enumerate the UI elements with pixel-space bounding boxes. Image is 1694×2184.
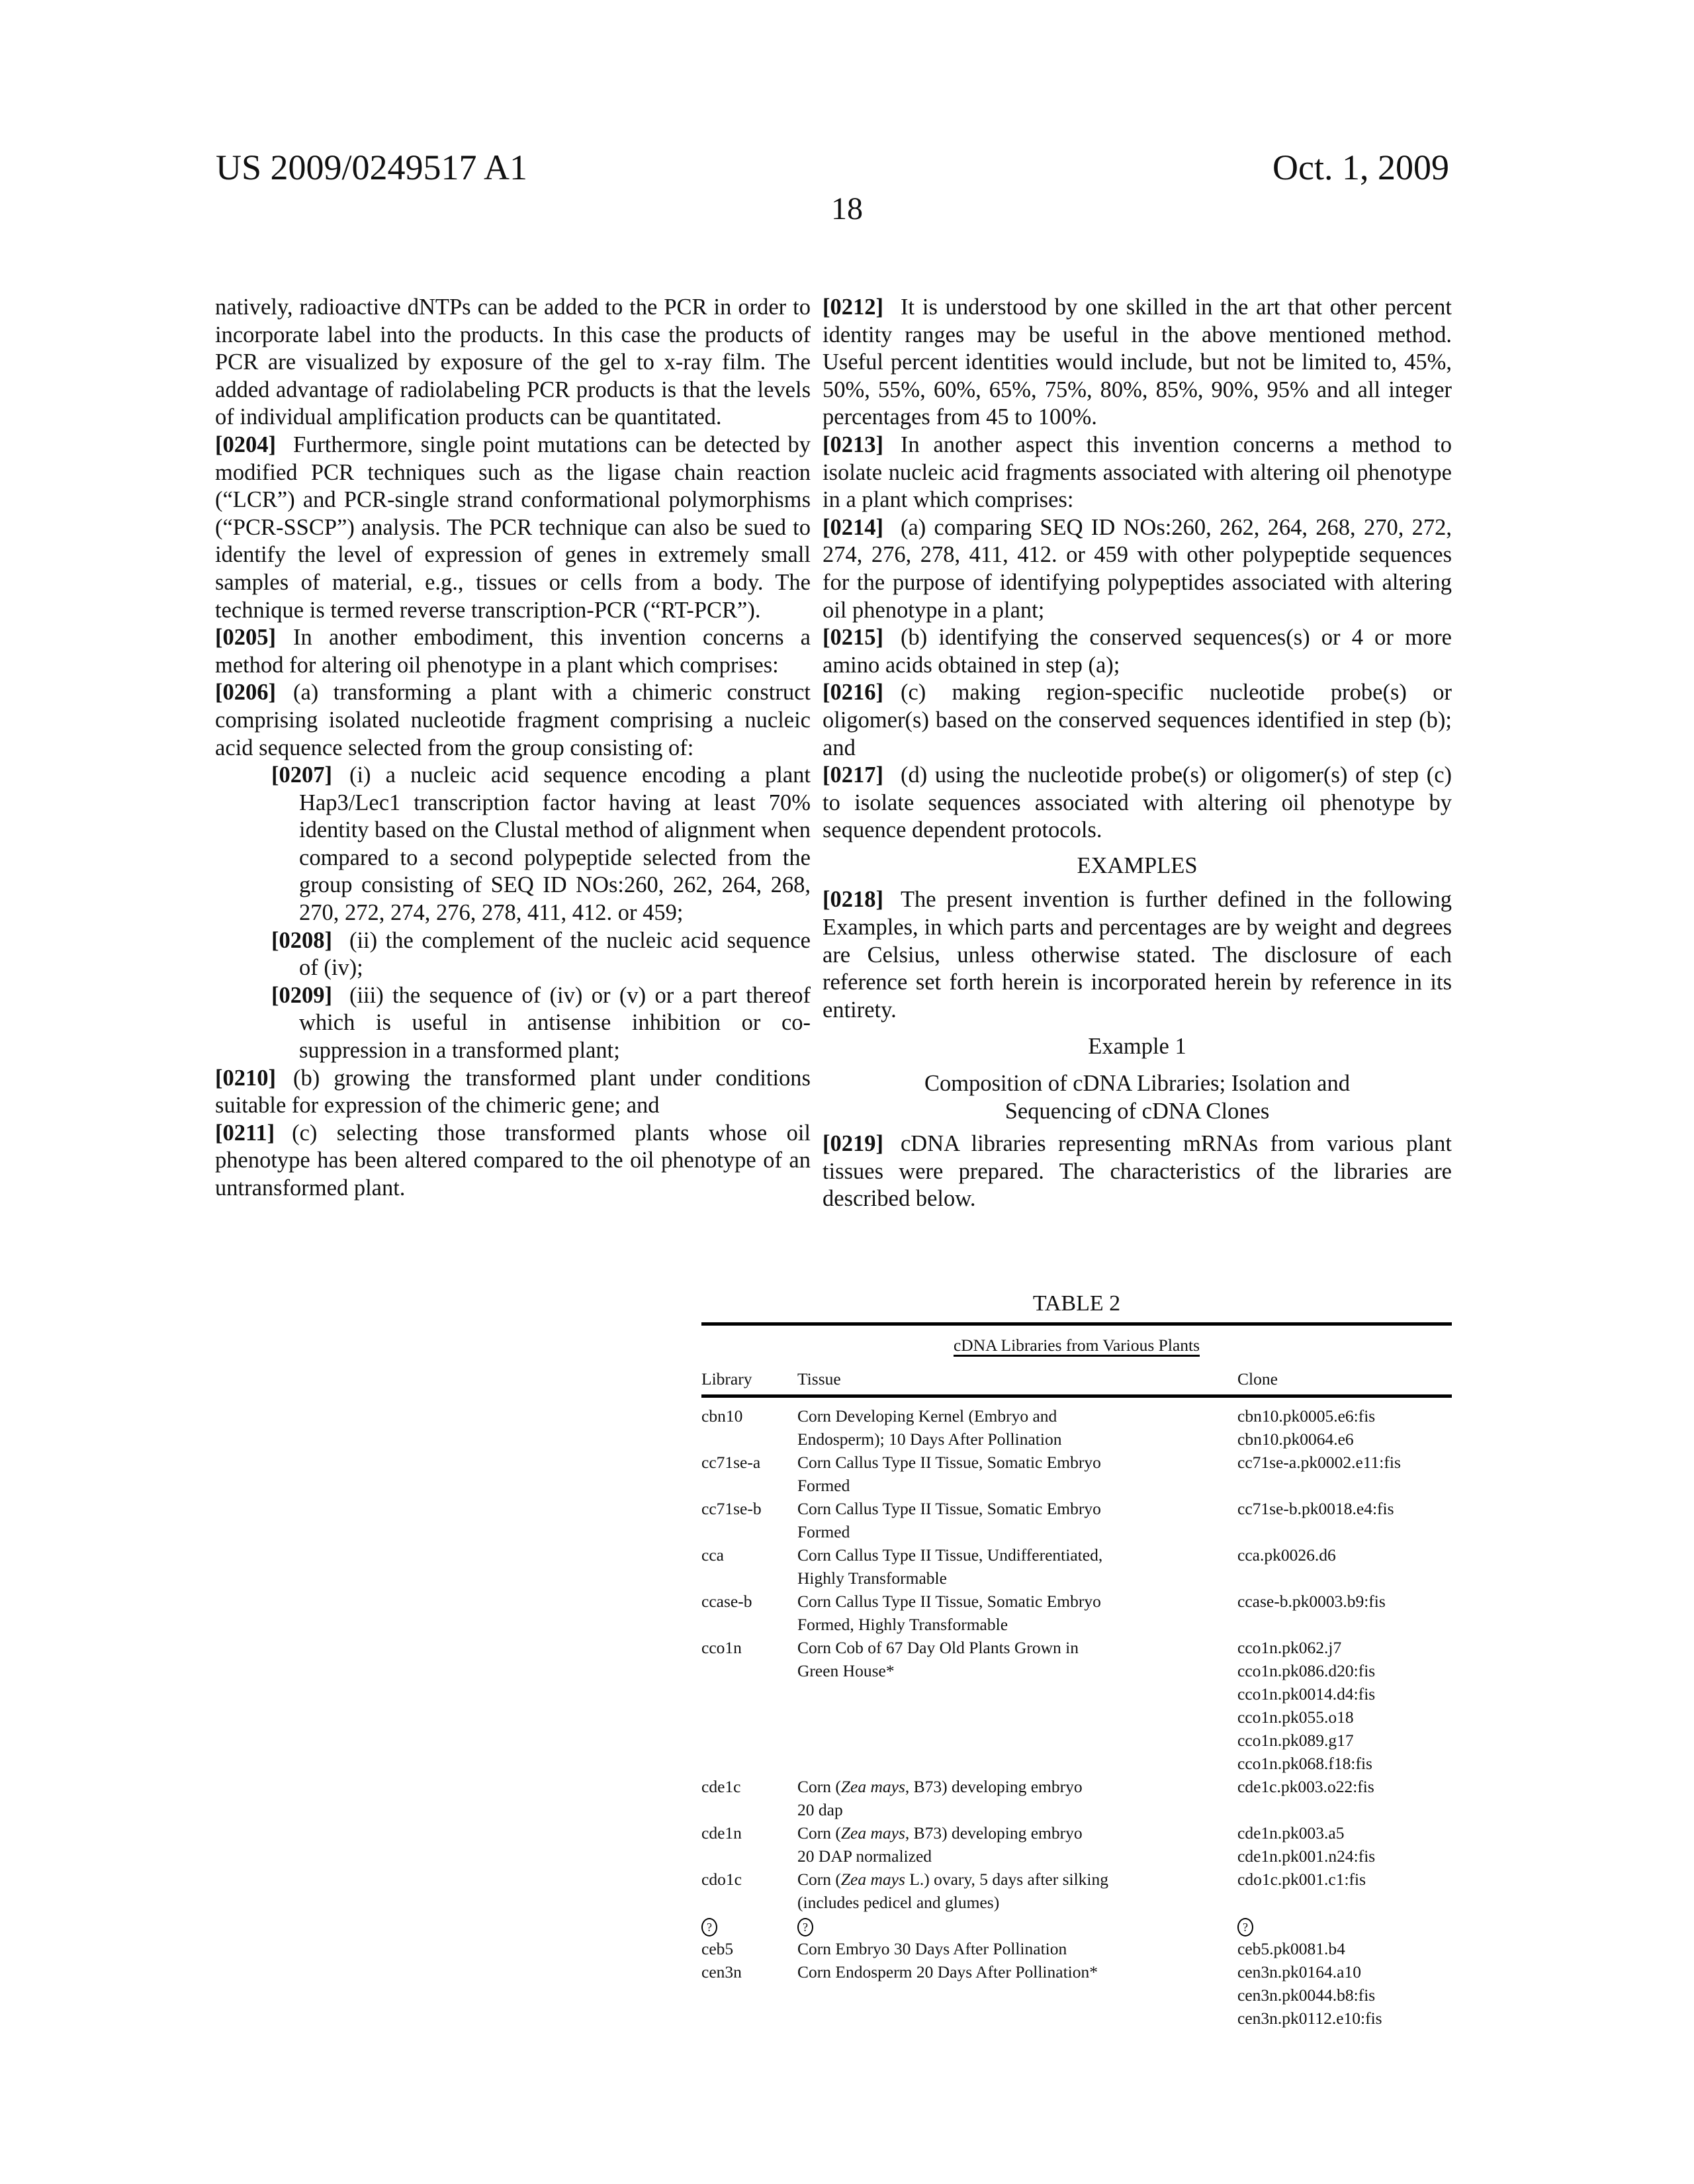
tissue-cell <box>797 1868 1237 1914</box>
tissue-line: 20 dap <box>797 1798 1237 1821</box>
paragraph-text: (iii) the sequence of (iv) or (v) or a part thereof which is useful in antisense inhibition or co-suppression in a transformed plant; <box>299 983 811 1063</box>
clone-cell <box>1237 1937 1452 1960</box>
clone-id: cco1n.pk086.d20:fis <box>1237 1659 1452 1682</box>
table-row <box>701 1914 1452 1937</box>
paragraph-number: [0213] <box>823 432 883 457</box>
paragraph-number: [0204] <box>215 432 276 457</box>
library-name: cde1c <box>701 1775 797 1798</box>
library-name: cc71se-b <box>701 1497 797 1520</box>
header-tissue: Tissue <box>797 1367 1237 1390</box>
clone-cell <box>1237 1590 1452 1636</box>
paragraph-text: Furthermore, single point mutations can be detected by modified PCR techniques such as the ligase chain reaction (“LCR”) and PCR-single strand conformational polymorphisms (“PCR-SSCP”) analysis. The PCR technique can also be sued to identify the level of expression of genes in extremely small samples of material, e.g., tissues or cells from a body. The technique is termed reverse transcription-PCR (“RT-PCR”). <box>215 432 811 623</box>
tissue-cell <box>797 1960 1237 2030</box>
library-cell <box>701 1821 797 1868</box>
paragraph-text: In another embodiment, this invention concerns a method for altering oil phenotype in a plant which comprises: <box>215 625 811 678</box>
clone-cell <box>1237 1960 1452 2030</box>
table-row <box>701 1451 1452 1497</box>
table-row <box>701 1775 1452 1821</box>
library-name: ceb5 <box>701 1937 797 1960</box>
tissue-cell <box>797 1636 1237 1775</box>
paragraph-number: [0217] <box>823 762 883 788</box>
unknown-glyph-icon: ? <box>797 1918 813 1936</box>
unknown-glyph-icon: ? <box>701 1918 717 1936</box>
library-cell <box>701 1451 797 1497</box>
paragraph-number: [0211] <box>215 1120 275 1146</box>
clone-cell <box>1237 1497 1452 1543</box>
library-cell <box>701 1775 797 1821</box>
paragraph-text: (b) growing the transformed plant under conditions suitable for expression of the chimeric gene; and <box>215 1066 811 1118</box>
library-name: cca <box>701 1543 797 1567</box>
table-row <box>701 1868 1452 1914</box>
table-2 <box>701 1289 1452 2030</box>
tissue-line: Endosperm); 10 Days After Pollination <box>797 1428 1237 1451</box>
paragraph-text: The present invention is further defined in the following Examples, in which parts and percentages are by weight and degrees are Celsius, unless otherwise stated. The disclosure of each reference set forth herein is incorporated herein by reference in its entirety. <box>823 887 1452 1022</box>
paragraph <box>823 294 1452 432</box>
paragraph <box>215 294 811 432</box>
tissue-line: Corn Endosperm 20 Days After Pollination* <box>797 1960 1237 1983</box>
paragraph-number: [0207] <box>271 762 332 788</box>
paragraph <box>243 927 811 982</box>
clone-cell <box>1237 1451 1452 1497</box>
clone-cell <box>1237 1636 1452 1775</box>
paragraph-number: [0214] <box>823 515 883 540</box>
paragraph-text: natively, radioactive dNTPs can be added to the PCR in order to incorporate label into the products. In this case the products of PCR are visualized by exposure of the gel to x-ray film. The added advantage of radiolabeling PCR products is that the levels of individual amplification products can be quantitated. <box>215 295 811 430</box>
paragraph-text: (a) transforming a plant with a chimeric construct comprising isolated nucleotide fragment comprising a nucleic acid sequence selected from the group consisting of: <box>215 680 811 760</box>
right-column <box>823 294 1452 1213</box>
clone-id: cbn10.pk0064.e6 <box>1237 1428 1452 1451</box>
paragraph-text: It is understood by one skilled in the art that other percent identity ranges may be useful in the above mentioned method. Useful percent identities would include, but not be limited to, 45%, 50%, 55%, 60%, 65%, 75%, 80%, 85%, 90%, 95% and all integer percentages from 45 to 100%. <box>823 295 1452 430</box>
tissue-line: 20 DAP normalized <box>797 1844 1237 1868</box>
clone-cell <box>1237 1914 1452 1937</box>
right-paragraphs <box>823 294 1452 844</box>
paragraph-text: (c) making region-specific nucleotide probe(s) or oligomer(s) based on the conserved sequences identified in step (b); and <box>823 680 1452 760</box>
clone-id: cen3n.pk0112.e10:fis <box>1237 2007 1452 2030</box>
tissue-line: Corn Callus Type II Tissue, Somatic Embryo <box>797 1451 1237 1474</box>
tissue-line: Corn Cob of 67 Day Old Plants Grown in <box>797 1636 1237 1659</box>
paragraph <box>215 1065 811 1120</box>
library-cell <box>701 1937 797 1960</box>
clone-id: cc71se-b.pk0018.e4:fis <box>1237 1497 1452 1520</box>
tissue-line: Green House* <box>797 1659 1237 1682</box>
header-clone: Clone <box>1237 1367 1452 1390</box>
paragraph-number: [0216] <box>823 680 883 705</box>
library-cell <box>701 1543 797 1590</box>
clone-id: cdo1c.pk001.c1:fis <box>1237 1868 1452 1891</box>
tissue-line: Corn Embryo 30 Days After Pollination <box>797 1937 1237 1960</box>
paragraph <box>823 432 1452 514</box>
clone-cell <box>1237 1404 1452 1451</box>
tissue-line: Corn Callus Type II Tissue, Somatic Embryo <box>797 1590 1237 1613</box>
paragraph-text: (a) comparing SEQ ID NOs:260, 262, 264, 268, 270, 272, 274, 276, 278, 411, 412. or 459 with other polypeptide sequences for the purpose of identifying polypeptides associated with altering oil phenotype in a plant; <box>823 515 1452 623</box>
tissue-line: Corn (Zea mays L.) ovary, 5 days after silking <box>797 1868 1237 1891</box>
paragraph-number: [0212] <box>823 295 883 320</box>
paragraph-number: [0218] <box>823 887 883 912</box>
clone-id: cco1n.pk0014.d4:fis <box>1237 1682 1452 1706</box>
example-title: Example 1 <box>823 1033 1452 1061</box>
tissue-cell <box>797 1543 1237 1590</box>
paragraph <box>243 762 811 927</box>
paragraph <box>243 982 811 1065</box>
unknown-glyph-icon: ? <box>1237 1918 1253 1936</box>
table-row <box>701 1590 1452 1636</box>
library-name: cbn10 <box>701 1404 797 1428</box>
tissue-line: Corn (Zea mays, B73) developing embryo <box>797 1775 1237 1798</box>
paragraph-number: [0208] <box>271 928 332 953</box>
library-cell <box>701 1636 797 1775</box>
clone-id: cen3n.pk0044.b8:fis <box>1237 1983 1452 2007</box>
tissue-cell <box>797 1590 1237 1636</box>
clone-id: cen3n.pk0164.a10 <box>1237 1960 1452 1983</box>
clone-id: ceb5.pk0081.b4 <box>1237 1937 1452 1960</box>
clone-cell <box>1237 1821 1452 1868</box>
paragraph <box>215 1120 811 1203</box>
library-name: cde1n <box>701 1821 797 1844</box>
library-cell <box>701 1590 797 1636</box>
library-name: cc71se-a <box>701 1451 797 1474</box>
table-row <box>701 1497 1452 1543</box>
tissue-line: Formed, Highly Transformable <box>797 1613 1237 1636</box>
clone-cell <box>1237 1868 1452 1914</box>
header-library: Library <box>701 1367 797 1390</box>
examples-heading: EXAMPLES <box>823 852 1452 880</box>
page-number: 18 <box>0 191 1694 227</box>
tissue-line: Formed <box>797 1520 1237 1543</box>
paragraph-number: [0209] <box>271 983 332 1008</box>
paragraph <box>823 762 1452 844</box>
clone-id: cde1n.pk003.a5 <box>1237 1821 1452 1844</box>
paragraph-0219 <box>823 1130 1452 1213</box>
library-cell <box>701 1497 797 1543</box>
table-row <box>701 1543 1452 1590</box>
tissue-line: Highly Transformable <box>797 1567 1237 1590</box>
clone-id: cco1n.pk055.o18 <box>1237 1706 1452 1729</box>
paragraph-number: [0206] <box>215 680 276 705</box>
table-row <box>701 1821 1452 1868</box>
library-cell <box>701 1404 797 1451</box>
clone-id: cco1n.pk068.f18:fis <box>1237 1752 1452 1775</box>
paragraph-text: In another aspect this invention concerns a method to isolate nucleic acid fragments associated with altering oil phenotype in a plant which comprises: <box>823 432 1452 512</box>
tissue-cell <box>797 1497 1237 1543</box>
library-name: cdo1c <box>701 1868 797 1891</box>
paragraph <box>823 679 1452 762</box>
paragraph-text: cDNA libraries representing mRNAs from various plant tissues were prepared. The characteristics of the libraries are described below. <box>823 1131 1452 1211</box>
tissue-cell <box>797 1821 1237 1868</box>
paragraph-number: [0215] <box>823 625 883 650</box>
clone-id: cbn10.pk0005.e6:fis <box>1237 1404 1452 1428</box>
example-subtitle-2: Sequencing of cDNA Clones <box>823 1098 1452 1126</box>
paragraph <box>215 624 811 679</box>
library-name: cen3n <box>701 1960 797 1983</box>
paragraph-0218 <box>823 886 1452 1024</box>
table-row <box>701 1636 1452 1775</box>
tissue-line: (includes pedicel and glumes) <box>797 1891 1237 1914</box>
clone-id: ccase-b.pk0003.b9:fis <box>1237 1590 1452 1613</box>
tissue-cell <box>797 1775 1237 1821</box>
table-row <box>701 1404 1452 1451</box>
paragraph <box>823 514 1452 624</box>
tissue-line: Corn Developing Kernel (Embryo and <box>797 1404 1237 1428</box>
table-title: TABLE 2 <box>701 1289 1452 1318</box>
paragraph-text: (ii) the complement of the nucleic acid sequence of (iv); <box>299 928 811 981</box>
table-caption <box>701 1334 1452 1357</box>
clone-id: cco1n.pk062.j7 <box>1237 1636 1452 1659</box>
tissue-line: Corn (Zea mays, B73) developing embryo <box>797 1821 1237 1844</box>
library-cell <box>701 1960 797 2030</box>
tissue-cell <box>797 1404 1237 1451</box>
clone-id: cca.pk0026.d6 <box>1237 1543 1452 1567</box>
clone-id: cde1c.pk003.o22:fis <box>1237 1775 1452 1798</box>
paragraph-text: (d) using the nucleotide probe(s) or oligomer(s) of step (c) to isolate sequences associated with altering oil phenotype by sequence dependent protocols. <box>823 762 1452 842</box>
table-row <box>701 1937 1452 1960</box>
clone-id: cde1n.pk001.n24:fis <box>1237 1844 1452 1868</box>
clone-id: cco1n.pk089.g17 <box>1237 1729 1452 1752</box>
paragraph-number: [0205] <box>215 625 276 650</box>
clone-id: cc71se-a.pk0002.e11:fis <box>1237 1451 1452 1474</box>
paragraph <box>823 624 1452 679</box>
clone-cell <box>1237 1775 1452 1821</box>
tissue-line: Corn Callus Type II Tissue, Somatic Embryo <box>797 1497 1237 1520</box>
caption-text: cDNA Libraries from Various Plants <box>954 1336 1200 1357</box>
tissue-line: Corn Callus Type II Tissue, Undifferentiated, <box>797 1543 1237 1567</box>
clone-cell <box>1237 1543 1452 1590</box>
publication-number: US 2009/0249517 A1 <box>216 147 527 188</box>
paragraph <box>215 432 811 624</box>
tissue-cell <box>797 1451 1237 1497</box>
library-name: cco1n <box>701 1636 797 1659</box>
library-cell <box>701 1868 797 1914</box>
tissue-cell <box>797 1914 1237 1937</box>
left-column <box>215 294 811 1203</box>
table-header-row <box>701 1367 1452 1390</box>
example-subtitle-1: Composition of cDNA Libraries; Isolation and <box>823 1070 1452 1098</box>
tissue-cell <box>797 1937 1237 1960</box>
paragraph <box>215 679 811 762</box>
paragraph-number: [0210] <box>215 1066 276 1091</box>
table-row <box>701 1960 1452 2030</box>
table-top-rule <box>701 1322 1452 1326</box>
paragraph-number: [0219] <box>823 1131 883 1156</box>
paragraph-text: (c) selecting those transformed plants whose oil phenotype has been altered compared to the oil phenotype of an untransformed plant. <box>215 1120 811 1201</box>
library-name: ccase-b <box>701 1590 797 1613</box>
table-body <box>701 1404 1452 2030</box>
table-header-rule <box>701 1394 1452 1398</box>
paragraph-text: (b) identifying the conserved sequences(s) or 4 or more amino acids obtained in step (a); <box>823 625 1452 678</box>
library-cell <box>701 1914 797 1937</box>
paragraph-text: (i) a nucleic acid sequence encoding a plant Hap3/Lec1 transcription factor having at least 70% identity based on the Clustal method of alignment when compared to a second polypeptide selected from the group consisting of SEQ ID NOs:260, 262, 264, 268, 270, 272, 274, 276, 278, 411, 412. or 459; <box>299 762 811 925</box>
publication-date: Oct. 1, 2009 <box>1272 147 1449 188</box>
tissue-line: Formed <box>797 1474 1237 1497</box>
